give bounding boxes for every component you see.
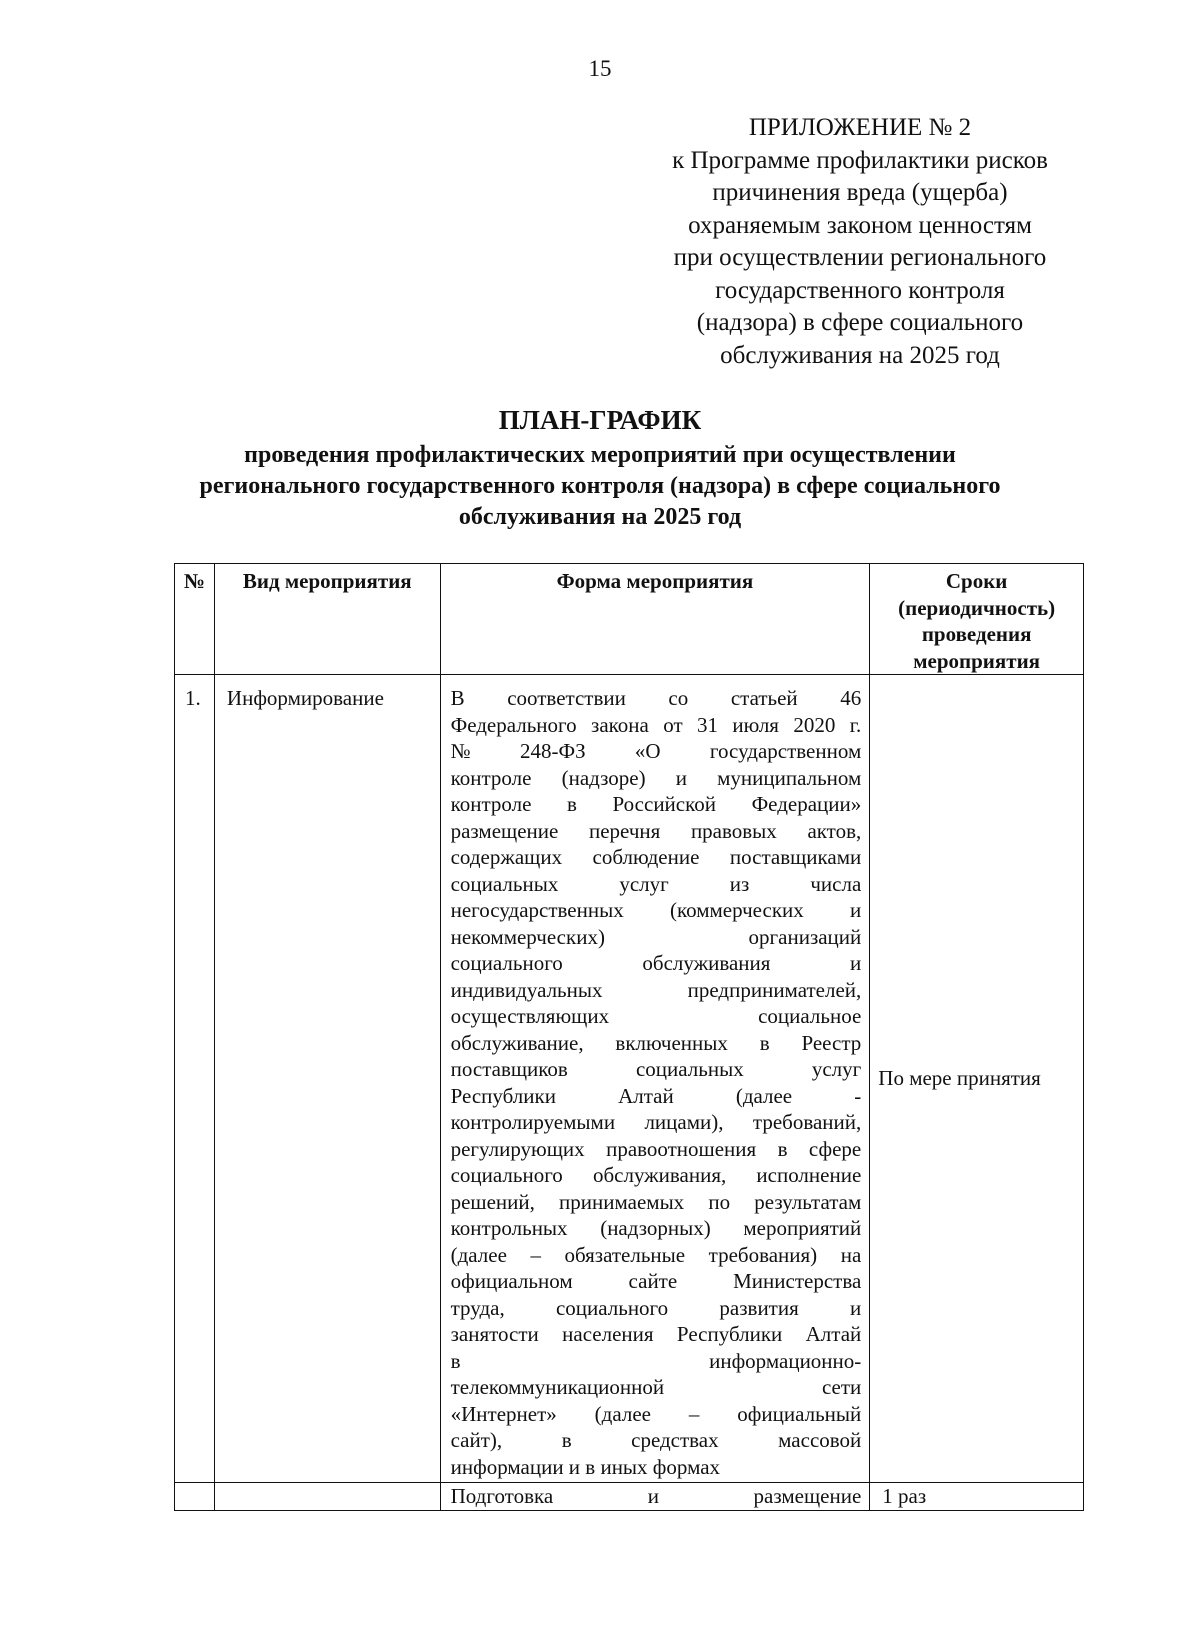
plan-subtitle-line: проведения профилактических мероприятий при осуществлении [244, 442, 956, 468]
form-word: развития [719, 1295, 799, 1320]
form-line [451, 1401, 862, 1428]
form-word: муниципальном [717, 765, 862, 790]
table-header-row [175, 564, 1084, 675]
form-line [451, 1056, 862, 1083]
form-word: исполнение [756, 1163, 862, 1187]
form-word: информационно- [709, 1348, 862, 1373]
form-word: решений, [450, 1189, 535, 1214]
form-word: организаций [748, 924, 862, 949]
form-word: Российской [612, 792, 716, 816]
plan-subtitle [160, 440, 1040, 533]
form-word: результатам [754, 1189, 862, 1214]
form-word: Федерации» [751, 792, 862, 816]
form-word: труда, [450, 1295, 505, 1320]
form-line [451, 1374, 862, 1401]
form-word: требований, [752, 1110, 862, 1134]
header-term [870, 564, 1084, 675]
form-word: сфере [808, 1136, 862, 1161]
form-word: 31 [697, 712, 719, 737]
header-num: № [175, 564, 215, 675]
row-term: По мере принятия [870, 675, 1084, 1483]
form-word: средствах [631, 1428, 719, 1452]
form-word: № [450, 739, 471, 763]
form-word: в [450, 1348, 461, 1373]
form-word: индивидуальных [450, 977, 603, 1002]
form-word: государственном [709, 739, 862, 763]
row-num [175, 1483, 215, 1511]
form-word: - [854, 1083, 862, 1108]
row-term: 1 раз [870, 1483, 1084, 1511]
appendix-line: государственного контроля [715, 276, 1005, 304]
form-word: занятости [450, 1322, 539, 1346]
form-line [451, 871, 862, 898]
form-line [451, 791, 862, 818]
form-word: официальном [450, 1269, 573, 1293]
form-line [451, 1189, 862, 1216]
form-word: поставщиками [729, 845, 862, 869]
form-word: июля [732, 712, 779, 737]
form-line [451, 950, 862, 977]
form-word: некоммерческих) [450, 924, 605, 949]
form-word: В [450, 686, 465, 710]
form-word: 2020 [793, 712, 836, 737]
form-word: мероприятий [743, 1216, 862, 1240]
form-word: (далее [735, 1083, 793, 1108]
form-word: – [530, 1242, 541, 1267]
form-line [451, 1268, 862, 1295]
form-line [451, 1109, 862, 1136]
form-line [451, 1003, 862, 1030]
form-word: услуг [619, 871, 669, 896]
form-word: Подготовка [450, 1484, 554, 1508]
form-word: социального [450, 1163, 563, 1187]
form-word: 248-ФЗ [519, 739, 586, 763]
row-kind: Информирование [214, 675, 440, 1483]
form-word: сайте [628, 1269, 678, 1293]
form-word: перечня [588, 818, 661, 843]
form-word: в [561, 1428, 572, 1452]
form-line [451, 1215, 862, 1242]
form-word: негосударственных [450, 898, 624, 922]
form-word: (далее [450, 1242, 507, 1267]
form-word: обязательные [564, 1242, 686, 1267]
form-word: из [729, 871, 750, 896]
header-term-line: проведения [921, 622, 1032, 646]
form-word: и [850, 1295, 862, 1320]
form-word: предпринимателей, [687, 977, 862, 1002]
form-word: (надзоре) [561, 765, 646, 790]
form-word: размещение [450, 818, 559, 843]
form-word: актов, [807, 818, 862, 843]
form-word: Федерального [450, 712, 577, 737]
form-word: массовой [778, 1428, 862, 1452]
form-word: содержащих [450, 845, 563, 869]
form-word: контроле [450, 765, 532, 790]
form-word: Алтай [618, 1083, 674, 1108]
appendix-line: охраняемым законом ценностям [688, 211, 1032, 239]
form-line [451, 1295, 862, 1322]
form-word: на [840, 1242, 862, 1267]
form-line [451, 1483, 862, 1510]
row-kind [214, 1483, 440, 1511]
form-line [451, 1030, 862, 1057]
form-line [451, 712, 862, 739]
form-line [451, 844, 862, 871]
form-word: регулирующих [450, 1136, 585, 1161]
form-line [451, 977, 862, 1004]
form-line [451, 738, 862, 765]
form-word: контрольных [450, 1216, 568, 1240]
header-kind: Вид мероприятия [214, 564, 440, 675]
form-word: статьей [730, 686, 798, 710]
form-word: г. [849, 712, 862, 737]
appendix-line: при осуществлении регионального [673, 244, 1047, 271]
form-word: Алтай [805, 1322, 862, 1346]
form-word: по [708, 1189, 731, 1214]
form-word: включенных [615, 1030, 728, 1055]
form-word: социальное [758, 1004, 862, 1028]
table-row [175, 675, 1084, 1483]
form-word: требования) [708, 1242, 818, 1267]
form-word: Министерства [733, 1269, 862, 1293]
form-word: – [688, 1401, 700, 1426]
form-word: сайт), [450, 1428, 503, 1452]
form-word: 46 [840, 686, 862, 710]
row-num: 1. [175, 675, 215, 1483]
form-line [451, 1242, 862, 1269]
form-line [451, 1348, 862, 1375]
form-word: населения [562, 1322, 654, 1346]
plan-title: ПЛАН-ГРАФИК [498, 405, 702, 435]
appendix-line: к Программе профилактики рисков [672, 146, 1048, 174]
plan-subtitle-line: регионального государственного контроля (надзора) в сфере социального [199, 473, 1001, 499]
form-word: «О [634, 739, 661, 763]
form-word: правоотношения [606, 1136, 757, 1161]
form-word: Реестр [801, 1030, 862, 1055]
form-word: соответствии [507, 686, 626, 710]
form-word: обслуживания, [592, 1163, 727, 1187]
form-line [451, 1083, 862, 1110]
form-word: размещение [753, 1484, 862, 1508]
header-term-line: (периодичность) [898, 595, 1056, 620]
header-form: Форма мероприятия [440, 564, 870, 675]
header-term-line: Сроки [945, 569, 1008, 593]
appendix-title: ПРИЛОЖЕНИЕ № 2 [748, 114, 972, 141]
form-word: Республики [676, 1322, 783, 1346]
form-word: в [567, 792, 577, 816]
appendix-line: причинения вреда (ущерба) [712, 179, 1008, 206]
form-word: сети [821, 1375, 862, 1399]
row-form [440, 675, 870, 1483]
plan-subtitle-line: обслуживания на 2025 год [458, 504, 742, 530]
form-line [451, 1136, 862, 1163]
appendix-line: обслуживания на 2025 год [720, 341, 1000, 369]
appendix-header [640, 112, 1080, 372]
form-line [451, 1427, 862, 1454]
form-line [451, 1321, 862, 1348]
form-line [451, 924, 862, 951]
form-word: обслуживание, [450, 1030, 584, 1055]
form-word: закона [591, 712, 649, 737]
form-word: от [663, 712, 683, 737]
form-word: (коммерческих [669, 898, 804, 922]
form-line [451, 765, 862, 792]
form-word: лицами), [644, 1110, 724, 1134]
row-form [440, 1483, 870, 1511]
form-word: официальный [737, 1401, 862, 1426]
form-line [451, 818, 862, 845]
form-word: социальных [635, 1057, 744, 1081]
form-word: и [647, 1484, 659, 1508]
plan-table [174, 563, 1084, 1511]
appendix-line: (надзора) в сфере социального [696, 309, 1024, 336]
form-word: «Интернет» [450, 1401, 557, 1426]
form-word: в [777, 1136, 788, 1161]
form-word: обслуживания [642, 951, 771, 975]
form-word: и [850, 898, 862, 922]
form-word: в [759, 1030, 770, 1055]
form-word: принимаемых [559, 1189, 685, 1214]
form-word: поставщиков [450, 1057, 568, 1081]
form-word: социальных [450, 871, 559, 896]
form-word: социального [450, 951, 563, 975]
form-word: контролируемыми [450, 1110, 616, 1134]
form-line: информации и в иных формах [450, 1454, 721, 1479]
table-row [175, 1483, 1084, 1511]
form-word: телекоммуникационной [450, 1375, 665, 1399]
form-word: (далее [594, 1401, 651, 1426]
page-number: 15 [588, 56, 612, 81]
form-word: числа [810, 871, 862, 896]
form-line [451, 897, 862, 924]
form-line [451, 1162, 862, 1189]
form-word: и [850, 951, 862, 975]
header-term-line: мероприятия [913, 648, 1041, 673]
form-word: (надзорных) [600, 1216, 711, 1240]
form-line [451, 685, 862, 712]
form-word: со [668, 686, 689, 710]
form-word: и [675, 765, 687, 790]
form-word: соблюдение [592, 845, 700, 869]
form-word: осуществляющих [450, 1004, 610, 1028]
form-word: Республики [450, 1083, 556, 1108]
form-word: контроле [450, 792, 532, 816]
form-word: услуг [811, 1057, 862, 1081]
form-word: правовых [690, 818, 777, 843]
form-word: социального [555, 1295, 669, 1320]
